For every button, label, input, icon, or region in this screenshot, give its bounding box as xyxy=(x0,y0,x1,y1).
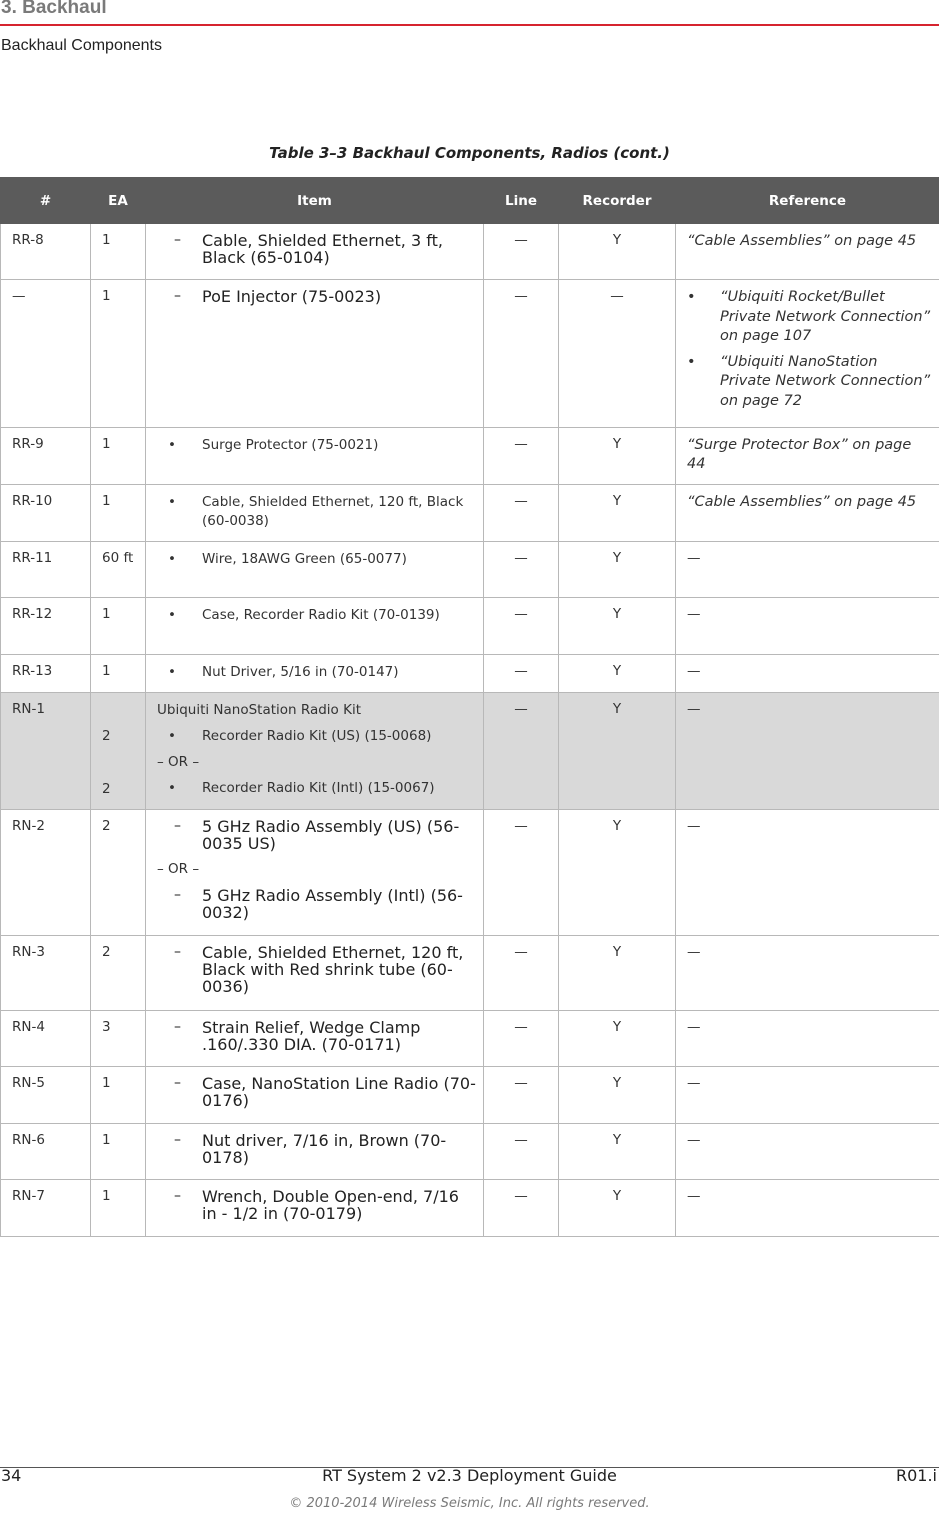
table-row xyxy=(1,1124,939,1180)
item-text: Surge Protector (75-0021) xyxy=(202,437,379,453)
copyright: © 2010-2014 Wireless Seismic, Inc. All rights reserved. xyxy=(289,1496,650,1511)
cell-item xyxy=(146,810,484,936)
table-row xyxy=(1,693,939,810)
bullet-marker: • xyxy=(168,551,176,567)
chapter-title: 3. Backhaul xyxy=(1,0,107,18)
table-row xyxy=(1,1011,939,1067)
cell-reference: — xyxy=(676,936,939,1011)
cell-number: RN-3 xyxy=(1,936,91,1011)
item-text: 5 GHz Radio Assembly (Intl) (56-0032) xyxy=(202,886,463,922)
item-text: Nut Driver, 5/16 in (70-0147) xyxy=(202,664,399,680)
cell-item xyxy=(146,542,484,598)
cell-item xyxy=(146,655,484,693)
cell-reference: — xyxy=(676,1067,939,1124)
dash-item xyxy=(157,1075,476,1109)
page-number: 34 xyxy=(1,1466,22,1485)
cell-line: — xyxy=(484,428,559,485)
cell-ea: 1 xyxy=(91,655,146,693)
revision: R01.i xyxy=(895,1466,937,1485)
cell-ea: 60 ft xyxy=(91,542,146,598)
components-table xyxy=(0,177,939,1237)
item-text: Nut driver, 7/16 in, Brown (70-0178) xyxy=(202,1131,447,1167)
bullet-marker: • xyxy=(168,437,176,453)
reference-link[interactable]: “Cable Assemblies” on page 45 xyxy=(687,233,917,249)
cell-line: — xyxy=(484,693,559,810)
column-header-reference: Reference xyxy=(676,178,939,224)
reference-link[interactable]: “Ubiquiti Rocket/Bullet Private Network Connection” on page 107 xyxy=(720,289,931,344)
cell-reference: — xyxy=(676,655,939,693)
table-header-row xyxy=(1,178,939,224)
cell-reference: — xyxy=(676,1180,939,1237)
cell-reference: — xyxy=(676,693,939,810)
cell-item xyxy=(146,1011,484,1067)
dash-item xyxy=(157,1188,476,1222)
cell-recorder: Y xyxy=(559,224,676,280)
cell-ea: 1 xyxy=(91,428,146,485)
reference-link[interactable]: “Surge Protector Box” on page 44 xyxy=(687,437,912,472)
cell-reference: — xyxy=(676,542,939,598)
item-text: Wire, 18AWG Green (65-0077) xyxy=(202,551,407,567)
cell-number: RR-11 xyxy=(1,542,91,598)
item-text: PoE Injector (75-0023) xyxy=(202,287,382,306)
bullet-marker: • xyxy=(687,353,696,370)
or-separator: – OR – xyxy=(157,754,200,770)
cell-reference xyxy=(676,280,939,428)
item-text: Cable, Shielded Ethernet, 120 ft, Black with Red shrink tube (60-0036) xyxy=(202,943,464,996)
dash-marker: – xyxy=(174,887,181,903)
cell-recorder: Y xyxy=(559,810,676,936)
cell-recorder: Y xyxy=(559,1124,676,1180)
cell-number: RN-1 xyxy=(1,693,91,810)
bullet-marker: • xyxy=(168,728,176,744)
cell-reference xyxy=(676,428,939,485)
cell-reference: — xyxy=(676,598,939,655)
cell-ea: 1 xyxy=(91,280,146,428)
table-row xyxy=(1,655,939,693)
reference-link[interactable]: “Cable Assemblies” on page 45 xyxy=(687,494,917,510)
cell-recorder: Y xyxy=(559,428,676,485)
table-row xyxy=(1,542,939,598)
cell-line: — xyxy=(484,1067,559,1124)
bullet-item xyxy=(157,550,476,569)
cell-recorder: — xyxy=(559,280,676,428)
cell-line: — xyxy=(484,936,559,1011)
bullet-marker: • xyxy=(168,494,176,510)
table-row xyxy=(1,1067,939,1124)
item-text: 5 GHz Radio Assembly (US) (56-0035 US) xyxy=(202,817,460,853)
ea-value: 2 xyxy=(102,728,111,744)
dash-marker: – xyxy=(174,1075,181,1091)
cell-number: RN-5 xyxy=(1,1067,91,1124)
item-text: Recorder Radio Kit (Intl) (15-0067) xyxy=(202,780,435,796)
bullet-marker: • xyxy=(687,289,696,305)
column-header-item: Item xyxy=(146,178,484,224)
cell-number: RN-4 xyxy=(1,1011,91,1067)
dash-item xyxy=(157,288,476,305)
cell-reference: — xyxy=(676,810,939,936)
document-title: RT System 2 v2.3 Deployment Guide xyxy=(322,1466,617,1485)
column-header-number: # xyxy=(1,178,91,224)
bullet-item xyxy=(157,727,476,746)
cell-line: — xyxy=(484,1124,559,1180)
cell-recorder: Y xyxy=(559,936,676,1011)
cell-ea: 2 xyxy=(91,936,146,1011)
cell-reference xyxy=(676,485,939,542)
cell-reference: — xyxy=(676,1124,939,1180)
cell-number: RR-8 xyxy=(1,224,91,280)
cell-item xyxy=(146,485,484,542)
item-text: Recorder Radio Kit (US) (15-0068) xyxy=(202,728,432,744)
cell-item xyxy=(146,428,484,485)
bullet-marker: • xyxy=(168,780,176,796)
cell-number: RR-12 xyxy=(1,598,91,655)
cell-number: RR-9 xyxy=(1,428,91,485)
cell-line: — xyxy=(484,598,559,655)
bullet-item xyxy=(157,663,476,682)
cell-recorder: Y xyxy=(559,1011,676,1067)
cell-ea: 1 xyxy=(91,485,146,542)
or-separator: – OR – xyxy=(157,861,200,877)
item-text: Cable, Shielded Ethernet, 120 ft, Black (60-0038) xyxy=(202,494,464,529)
cell-ea: 3 xyxy=(91,1011,146,1067)
section-title: Backhaul Components xyxy=(1,37,162,54)
bullet-item xyxy=(157,606,476,625)
ea-value: 2 xyxy=(102,781,111,797)
bullet-item xyxy=(157,493,476,531)
cell-item xyxy=(146,280,484,428)
cell-line: — xyxy=(484,542,559,598)
cell-ea xyxy=(91,693,146,810)
cell-recorder: Y xyxy=(559,1180,676,1237)
dash-marker: – xyxy=(174,818,181,834)
cell-item xyxy=(146,936,484,1011)
cell-recorder: Y xyxy=(559,1067,676,1124)
bullet-item xyxy=(157,436,476,455)
column-header-line: Line xyxy=(484,178,559,224)
cell-recorder: Y xyxy=(559,655,676,693)
kit-title: Ubiquiti NanoStation Radio Kit xyxy=(157,702,362,718)
cell-recorder: Y xyxy=(559,598,676,655)
dash-marker: – xyxy=(174,1132,181,1148)
item-text: Wrench, Double Open-end, 7/16 in - 1/2 in (70-0179) xyxy=(202,1187,459,1223)
dash-item xyxy=(157,232,476,266)
cell-ea: 2 xyxy=(91,810,146,936)
reference-list-item xyxy=(687,288,932,347)
item-text: Strain Relief, Wedge Clamp .160/.330 DIA. (70-0171) xyxy=(202,1018,421,1054)
cell-line: — xyxy=(484,1011,559,1067)
cell-number: — xyxy=(1,280,91,428)
cell-number: RR-13 xyxy=(1,655,91,693)
table-row xyxy=(1,224,939,280)
dash-marker: – xyxy=(174,1019,181,1035)
cell-reference: — xyxy=(676,1011,939,1067)
dash-marker: – xyxy=(174,288,181,304)
cell-line: — xyxy=(484,485,559,542)
cell-ea: 1 xyxy=(91,1180,146,1237)
reference-list-item xyxy=(687,353,932,412)
table-row xyxy=(1,485,939,542)
cell-line: — xyxy=(484,810,559,936)
item-text: Case, Recorder Radio Kit (70-0139) xyxy=(202,607,440,623)
column-header-recorder: Recorder xyxy=(559,178,676,224)
cell-item xyxy=(146,224,484,280)
dash-item xyxy=(157,887,476,921)
dash-item xyxy=(157,944,476,995)
cell-recorder: Y xyxy=(559,693,676,810)
cell-number: RR-10 xyxy=(1,485,91,542)
cell-recorder: Y xyxy=(559,542,676,598)
cell-reference xyxy=(676,224,939,280)
cell-line: — xyxy=(484,224,559,280)
table-row xyxy=(1,598,939,655)
dash-marker: – xyxy=(174,1188,181,1204)
cell-line: — xyxy=(484,280,559,428)
item-text: Case, NanoStation Line Radio (70-0176) xyxy=(202,1074,476,1110)
cell-ea: 1 xyxy=(91,224,146,280)
table-caption: Table 3–3 Backhaul Components, Radios (cont.) xyxy=(269,144,670,162)
bullet-marker: • xyxy=(168,664,176,680)
column-header-ea: EA xyxy=(91,178,146,224)
reference-link[interactable]: “Ubiquiti NanoStation Private Network Connection” on page 72 xyxy=(720,353,931,409)
cell-ea: 1 xyxy=(91,1124,146,1180)
table-row xyxy=(1,428,939,485)
dash-marker: – xyxy=(174,944,181,960)
bullet-marker: • xyxy=(168,607,176,623)
cell-line: — xyxy=(484,1180,559,1237)
cell-item xyxy=(146,1124,484,1180)
bullet-item xyxy=(157,779,476,798)
cell-recorder: Y xyxy=(559,485,676,542)
cell-ea: 1 xyxy=(91,1067,146,1124)
dash-item xyxy=(157,1019,476,1053)
table-row xyxy=(1,936,939,1011)
cell-number: RN-2 xyxy=(1,810,91,936)
cell-item xyxy=(146,693,484,810)
cell-line: — xyxy=(484,655,559,693)
dash-item xyxy=(157,818,476,852)
cell-number: RN-6 xyxy=(1,1124,91,1180)
table-row xyxy=(1,1180,939,1237)
dash-marker: – xyxy=(174,232,181,248)
item-text: Cable, Shielded Ethernet, 3 ft, Black (65-0104) xyxy=(202,231,443,267)
dash-item xyxy=(157,1132,476,1166)
cell-item xyxy=(146,1180,484,1237)
header-rule xyxy=(0,24,939,26)
cell-item xyxy=(146,598,484,655)
cell-ea: 1 xyxy=(91,598,146,655)
cell-item xyxy=(146,1067,484,1124)
table-row xyxy=(1,280,939,428)
cell-number: RN-7 xyxy=(1,1180,91,1237)
table-row xyxy=(1,810,939,936)
